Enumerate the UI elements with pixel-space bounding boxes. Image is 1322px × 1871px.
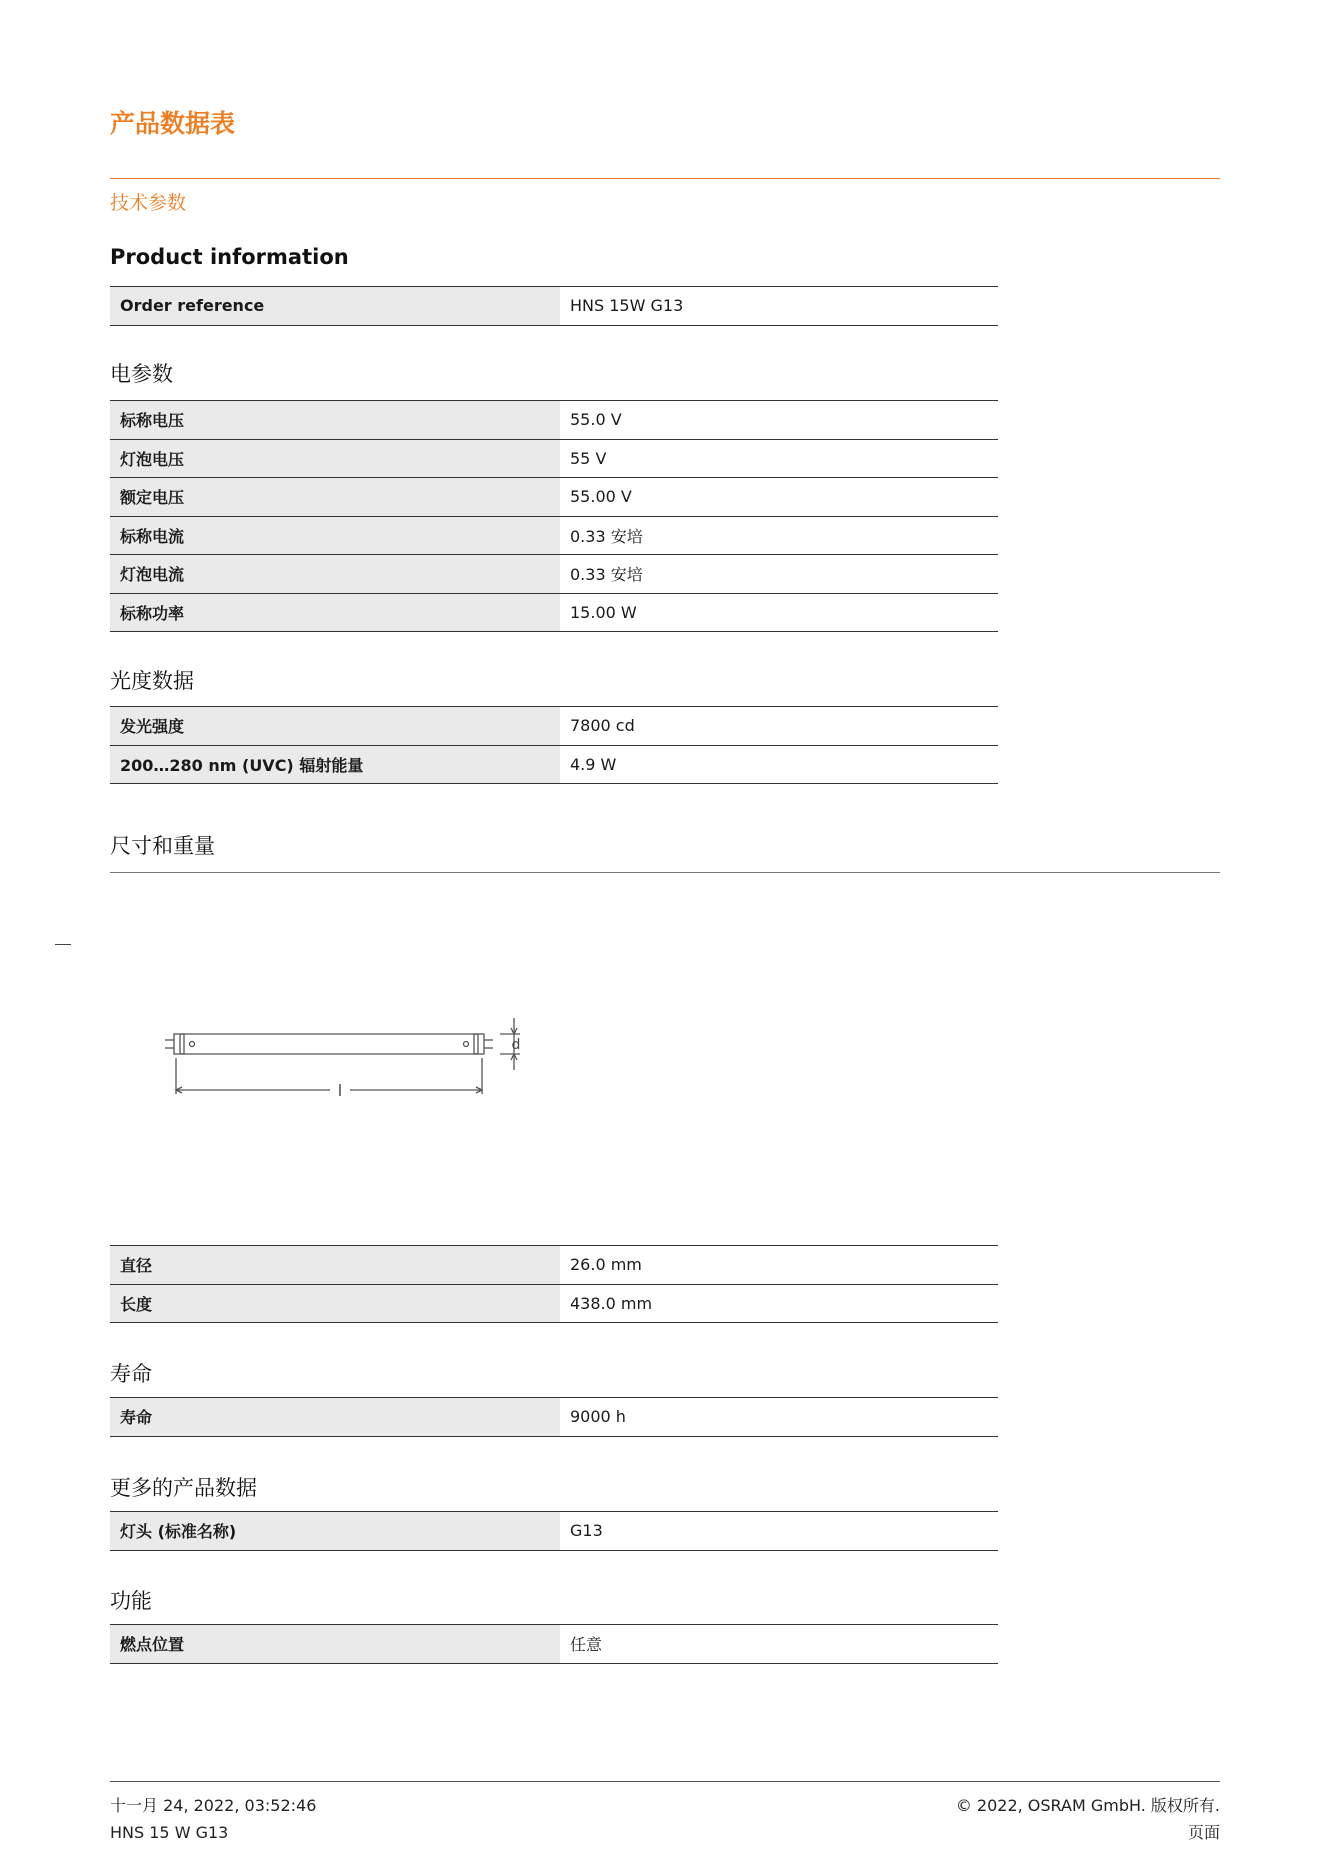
section-heading-electrical: 电参数 <box>110 362 173 386</box>
function-table <box>110 1624 998 1664</box>
row-value: 55.0 V <box>560 401 998 440</box>
margin-mark <box>55 944 71 945</box>
row-value: 438.0 mm <box>560 1284 998 1323</box>
footer-product: HNS 15 W G13 <box>110 1823 229 1842</box>
row-label: 标称电流 <box>110 516 560 555</box>
row-label: 燃点位置 <box>110 1625 560 1664</box>
left-cap <box>174 1034 184 1054</box>
electrical-table <box>110 400 998 632</box>
row-value: 55.00 V <box>560 478 998 517</box>
lamp-dimension-drawing <box>160 1010 560 1120</box>
section-heading-photometric: 光度数据 <box>110 669 194 693</box>
row-value: 0.33 安培 <box>560 555 998 594</box>
table-row <box>110 516 998 555</box>
row-label: 灯头 (标准名称) <box>110 1512 560 1551</box>
row-label: Order reference <box>110 287 560 326</box>
section-heading-lifespan: 寿命 <box>110 1362 152 1386</box>
table-row <box>110 707 998 746</box>
table-row <box>110 287 998 326</box>
row-value: G13 <box>560 1512 998 1551</box>
section-heading-more-data: 更多的产品数据 <box>110 1476 257 1500</box>
footer-right <box>956 1792 1220 1846</box>
tube-body <box>180 1034 478 1054</box>
section-heading-function: 功能 <box>110 1589 152 1613</box>
table-row <box>110 401 998 440</box>
footer-copyright: © 2022, OSRAM GmbH. 版权所有. <box>955 1796 1220 1815</box>
photometric-table <box>110 706 998 784</box>
more-data-table <box>110 1511 998 1551</box>
table-row <box>110 478 998 517</box>
table-row <box>110 745 998 784</box>
row-value: 15.00 W <box>560 593 998 632</box>
lifespan-table <box>110 1397 998 1437</box>
row-value: 0.33 安培 <box>560 516 998 555</box>
row-label: 长度 <box>110 1284 560 1323</box>
table-row <box>110 1284 998 1323</box>
length-label: l <box>337 1081 343 1100</box>
footer-page: 页面 <box>1187 1823 1220 1842</box>
footer-divider <box>110 1781 1220 1782</box>
page-subtitle: 技术参数 <box>110 192 187 214</box>
table-row <box>110 1246 998 1285</box>
page-title: 产品数据表 <box>110 109 236 138</box>
row-label: 灯泡电流 <box>110 555 560 594</box>
dimensions-divider <box>110 872 1220 873</box>
dimensions-table <box>110 1245 998 1323</box>
right-cap <box>474 1034 484 1054</box>
row-label: 额定电压 <box>110 478 560 517</box>
row-value: 任意 <box>560 1625 998 1664</box>
table-row <box>110 1398 998 1437</box>
section-heading-product-info: Product information <box>110 245 349 269</box>
product-info-table <box>110 286 998 326</box>
table-row <box>110 555 998 594</box>
table-row <box>110 1625 998 1664</box>
row-label: 直径 <box>110 1246 560 1285</box>
row-label: 标称功率 <box>110 593 560 632</box>
section-heading-dimensions: 尺寸和重量 <box>110 834 215 858</box>
table-row <box>110 439 998 478</box>
row-label: 200…280 nm (UVC) 辐射能量 <box>110 745 560 784</box>
diameter-label: d <box>511 1037 521 1053</box>
footer-date: 十一月 24, 2022, 03:52:46 <box>110 1796 317 1815</box>
row-value: 26.0 mm <box>560 1246 998 1285</box>
row-value: HNS 15W G13 <box>560 287 998 326</box>
row-value: 9000 h <box>560 1398 998 1437</box>
row-value: 55 V <box>560 439 998 478</box>
header-divider <box>110 178 1220 179</box>
footer-left <box>110 1792 316 1846</box>
row-label: 灯泡电压 <box>110 439 560 478</box>
table-row <box>110 593 998 632</box>
row-value: 4.9 W <box>560 745 998 784</box>
table-row <box>110 1512 998 1551</box>
row-label: 寿命 <box>110 1398 560 1437</box>
row-label: 发光强度 <box>110 707 560 746</box>
row-label: 标称电压 <box>110 401 560 440</box>
row-value: 7800 cd <box>560 707 998 746</box>
